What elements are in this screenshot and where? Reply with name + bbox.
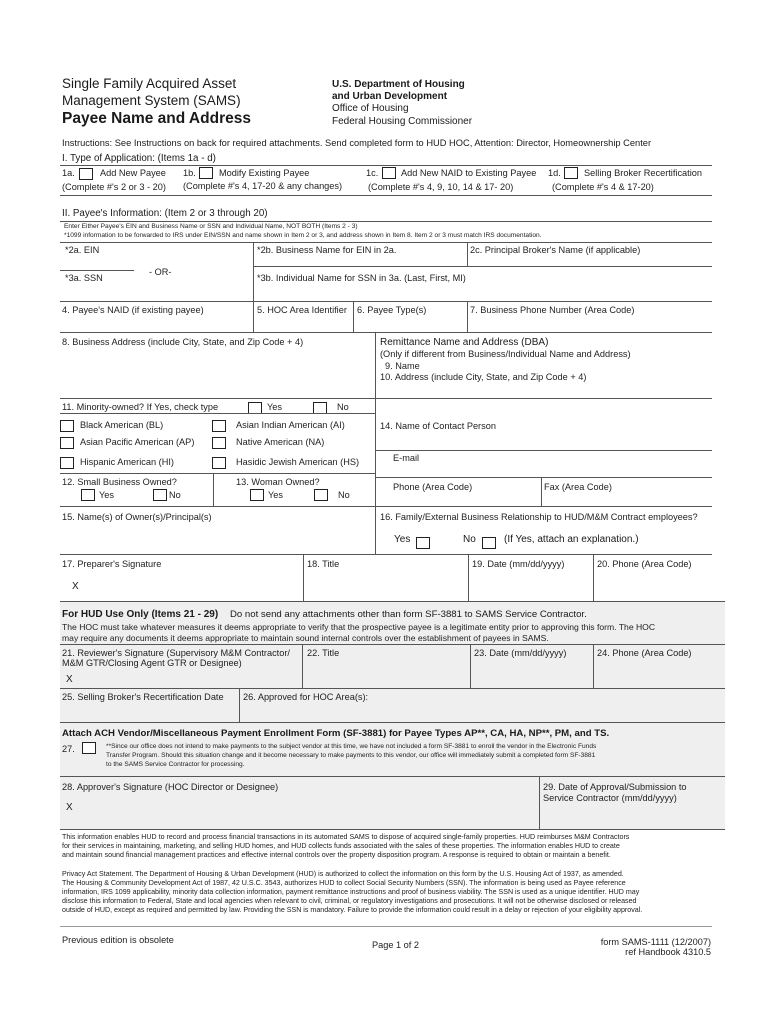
field-15-label: 15. Name(s) of Owner(s)/Principal(s) <box>62 512 212 522</box>
paperwork-line2: for their services in maintaining, marketing, and selling HUD homes, and HUD collects funds associated with the sales of these properties. The information enables HUD to create <box>62 842 620 850</box>
checkbox-1a[interactable] <box>79 168 93 180</box>
checkbox-13-yes[interactable] <box>250 489 264 501</box>
divider <box>467 242 468 266</box>
divider <box>541 477 542 506</box>
divider <box>303 554 304 601</box>
checkbox-native-american[interactable] <box>212 437 226 449</box>
privacy-line3: information, IRS 1099 applicability, minority data collection information, payment remittance instructions and proof of business viability. The SSN is used as a unique identifier. HUD may <box>62 888 640 896</box>
divider <box>213 473 214 506</box>
divider <box>60 398 712 399</box>
field-27-text-line2: Transfer Program. Should this situation change and it become necessary to make payments to this vendor, our office will immediately submit a completed form SF-3881 <box>106 752 596 759</box>
reviewer-x-mark: X <box>66 674 73 685</box>
divider <box>593 554 594 601</box>
ach-title: Attach ACH Vendor/Miscellaneous Payment Enrollment Form (SF-3881) for Payee Types AP**, CA, HA, NP**, PM, and TS. <box>62 728 610 739</box>
field-2a-label: *2a. EIN <box>65 245 100 255</box>
hud-para-line1: The HOC must take whatever measures it deems appropriate to verify that the prospective payee is a legitimate entity prior to approving this form. The HOC <box>62 622 656 632</box>
checkbox-asian-indian[interactable] <box>212 420 226 432</box>
field-13-yes-label: Yes <box>268 490 283 500</box>
checkbox-asian-pacific[interactable] <box>60 437 74 449</box>
divider <box>593 644 594 688</box>
checkbox-1d[interactable] <box>564 167 578 179</box>
approver-x-mark: X <box>66 802 73 813</box>
previous-edition-note: Previous edition is obsolete <box>62 935 174 945</box>
divider <box>375 506 376 554</box>
field-23-label: 23. Date (mm/dd/yyyy) <box>474 648 567 658</box>
field-8-label: 8. Business Address (include City, State, and Zip Code + 4) <box>62 337 304 347</box>
divider <box>302 644 303 688</box>
office-line2: Federal Housing Commissioner <box>332 116 473 127</box>
hud-para-line2: may require any documents it deems appropriate to maintain sound internal controls over the establishment of payees in SAMS. <box>62 633 549 643</box>
checkbox-black-american[interactable] <box>60 420 74 432</box>
divider <box>539 776 540 829</box>
field-16-note: (If Yes, attach an explanation.) <box>504 534 639 545</box>
field-26-label: 26. Approved for HOC Area(s): <box>243 692 369 702</box>
privacy-line1: Privacy Act Statement. The Department of Housing & Urban Development (HUD) is authorized to collect the information on this form by the U.S. Housing Act of 1937, as amended. <box>62 870 624 878</box>
field-4-label: 4. Payee's NAID (if existing payee) <box>62 305 204 315</box>
divider <box>60 332 712 333</box>
divider <box>468 554 469 601</box>
divider <box>253 266 712 267</box>
divider <box>60 413 375 414</box>
divider <box>60 722 725 723</box>
office-line1: Office of Housing <box>332 103 409 114</box>
field-11-yes-label: Yes <box>267 402 282 412</box>
divider <box>60 688 725 689</box>
field-6-label: 6. Payee Type(s) <box>357 305 427 315</box>
checkbox-hispanic[interactable] <box>60 457 74 469</box>
field-10-label: 10. Address (include City, State, and Zip Code + 4) <box>380 372 587 382</box>
field-27-text-line1: **Since our office does not intend to make payments to the subject vendor at this time, we have not included a form SF-3881 to enroll the vendor in the Electronic Funds <box>106 743 597 750</box>
field-5-label: 5. HOC Area Identifier <box>257 305 347 315</box>
field-9-label: 9. Name <box>385 361 420 371</box>
divider <box>60 601 725 602</box>
divider <box>60 242 712 243</box>
divider <box>60 473 375 474</box>
field-20-label: 20. Phone (Area Code) <box>597 559 692 569</box>
or-separator: - OR- <box>149 267 172 277</box>
section2-note1: Enter Either Payee's EIN and Business Name or SSN and Individual Name, NOT BOTH (Items 2 - 3) <box>64 223 358 230</box>
divider <box>470 644 471 688</box>
field-2c-label: 2c. Principal Broker's Name (if applicable) <box>470 245 641 255</box>
field-24-label: 24. Phone (Area Code) <box>597 648 692 658</box>
field-25-label: 25. Selling Broker's Recertification Date <box>62 692 224 702</box>
field-12-label: 12. Small Business Owned? <box>62 477 177 487</box>
field-21-label-line2: M&M GTR/Closing Agent GTR or Designee) <box>62 658 242 668</box>
remittance-title: Remittance Name and Address (DBA) <box>380 337 549 348</box>
field-22-label: 22. Title <box>307 648 340 658</box>
field-2b-label: *2b. Business Name for EIN in 2a. <box>257 245 397 255</box>
opt-1b-note: (Complete #'s 4, 17-20 & any changes) <box>183 181 343 191</box>
remittance-note: (Only if different from Business/Individual Name and Address) <box>380 349 631 359</box>
hud-use-title: For HUD Use Only (Items 21 - 29) <box>62 609 219 620</box>
opt-1d-note: (Complete #'s 4 & 17-20) <box>552 182 654 192</box>
field-16-label: 16. Family/External Business Relationship to HUD/M&M Contract employees? <box>380 512 698 522</box>
section1-title: I. Type of Application: (Items 1a - d) <box>62 153 216 164</box>
field-18-label: 18. Title <box>307 559 340 569</box>
field-7-label: 7. Business Phone Number (Area Code) <box>470 305 635 315</box>
divider <box>60 506 712 507</box>
hasidic-label: Hasidic Jewish American (HS) <box>236 457 360 467</box>
paperwork-line3: and maintain sound financial management practices and effective internal controls over the property disposition program. A response is required to obtain or maintain a benefit. <box>62 851 611 859</box>
privacy-line2: The Housing & Community Development Act of 1987, 42 U.S.C. 3543, authorizes HUD to collect Social Security Numbers (SSN). The information is being used as Payee reference <box>62 879 626 887</box>
phone-label: Phone (Area Code) <box>393 482 473 492</box>
divider <box>60 776 725 777</box>
checkbox-13-no[interactable] <box>314 489 328 501</box>
opt-1c-label: Add New NAID to Existing Payee <box>401 168 537 178</box>
asian-indian-label: Asian Indian American (AI) <box>236 420 345 430</box>
divider <box>60 165 712 166</box>
divider <box>60 926 712 927</box>
field-16-no-label: No <box>463 534 476 545</box>
divider <box>375 332 376 506</box>
opt-1d-label: Selling Broker Recertification <box>584 168 702 178</box>
signature-x-mark: X <box>72 581 79 592</box>
checkbox-27[interactable] <box>82 742 96 754</box>
field-21-label-line1: 21. Reviewer's Signature (Supervisory M&M Contractor/ <box>62 648 290 658</box>
opt-1d-num: 1d. <box>548 168 561 178</box>
divider <box>353 301 354 332</box>
opt-1a-num: 1a. <box>62 168 75 178</box>
checkbox-1b[interactable] <box>199 167 213 179</box>
email-label: E-mail <box>393 453 420 463</box>
field-29-label-line1: 29. Date of Approval/Submission to <box>543 782 687 792</box>
page-number: Page 1 of 2 <box>372 940 419 950</box>
section2-title: II. Payee's Information: (Item 2 or 3 through 20) <box>62 208 268 219</box>
form-number: form SAMS-1111 (12/2007) <box>600 937 711 947</box>
instructions: Instructions: See Instructions on back for required attachments. Send completed form to HUD HOC, Attention: Director, Homeownership Center <box>62 138 652 148</box>
field-12-no-label: No <box>169 490 181 500</box>
field-13-no-label: No <box>338 490 350 500</box>
hispanic-label: Hispanic American (HI) <box>80 457 174 467</box>
divider <box>60 829 725 830</box>
checkbox-12-yes[interactable] <box>81 489 95 501</box>
handbook-reference: ref Handbook 4310.5 <box>625 947 711 957</box>
field-11-no-label: No <box>337 402 349 412</box>
section2-note2: *1099 information to be forwarded to IRS under EIN/SSN and name shown in Item 2 or 3, and address shown in Item 8. Item 2 or 3 must match IRS documentation. <box>64 232 542 239</box>
privacy-line5: outside of HUD, except as required and permitted by law. Providing the SSN is mandatory. Failure to provide the information could result in a delay or rejection of your eligibility approval. <box>62 906 643 914</box>
field-3a-label: *3a. SSN <box>65 273 103 283</box>
divider <box>60 644 725 645</box>
field-27-label: 27. <box>62 744 75 754</box>
checkbox-hasidic[interactable] <box>212 457 226 469</box>
field-19-label: 19. Date (mm/dd/yyyy) <box>472 559 565 569</box>
field-29-label-line2: Service Contractor (mm/dd/yyyy) <box>543 793 677 803</box>
divider <box>60 195 712 196</box>
divider <box>253 242 254 332</box>
field-17-label: 17. Preparer's Signature <box>62 559 162 569</box>
system-name-line2: Management System (SAMS) <box>62 93 241 108</box>
divider <box>60 554 712 555</box>
field-13-label: 13. Woman Owned? <box>236 477 320 487</box>
field-16-yes-label: Yes <box>394 534 411 545</box>
black-american-label: Black American (BL) <box>80 420 164 430</box>
field-14-label: 14. Name of Contact Person <box>380 421 496 431</box>
field-28-label: 28. Approver's Signature (HOC Director or Designee) <box>62 782 279 792</box>
native-american-label: Native American (NA) <box>236 437 325 447</box>
opt-1a-note: (Complete #'s 2 or 3 - 20) <box>62 182 166 192</box>
hud-use-title-note: Do not send any attachments other than form SF-3881 to SAMS Service Contractor. <box>230 609 587 620</box>
opt-1a-label: Add New Payee <box>100 168 166 178</box>
asian-pacific-label: Asian Pacific American (AP) <box>80 437 195 447</box>
checkbox-1c[interactable] <box>382 167 396 179</box>
divider <box>467 301 468 332</box>
field-3b-label: *3b. Individual Name for SSN in 3a. (Last, First, MI) <box>257 273 466 283</box>
fax-label: Fax (Area Code) <box>544 482 612 492</box>
dept-line2: and Urban Development <box>332 91 448 102</box>
checkbox-16-yes[interactable] <box>416 537 430 549</box>
field-27-text-line3: to the SAMS Service Contractor for processing. <box>106 761 245 768</box>
divider <box>60 301 712 302</box>
field-11-label: 11. Minority-owned? If Yes, check type <box>62 402 219 412</box>
dept-line1: U.S. Department of Housing <box>332 79 465 90</box>
form-title: Payee Name and Address <box>62 110 251 127</box>
divider <box>375 477 712 478</box>
paperwork-line1: This information enables HUD to record and process financial transactions in its automated SAMS to dispose of acquired single-family properties. HUD reimburses M&M Contractors <box>62 833 630 841</box>
divider <box>60 270 134 271</box>
privacy-line4: disclose this information to Federal, State and local agencies when relevant to civil, criminal, or regulatory investigations and prosecutions. It will not be otherwise disclosed or released <box>62 897 637 905</box>
field-12-yes-label: Yes <box>99 490 114 500</box>
divider <box>375 450 712 451</box>
opt-1b-num: 1b. <box>183 168 196 178</box>
opt-1c-num: 1c. <box>366 168 379 178</box>
opt-1c-note: (Complete #'s 4, 9, 10, 14 & 17- 20) <box>368 182 514 192</box>
system-name-line1: Single Family Acquired Asset <box>62 76 237 91</box>
checkbox-16-no[interactable] <box>482 537 496 549</box>
divider <box>239 688 240 722</box>
divider <box>60 221 712 222</box>
opt-1b-label: Modify Existing Payee <box>219 168 310 178</box>
checkbox-12-no[interactable] <box>153 489 167 501</box>
